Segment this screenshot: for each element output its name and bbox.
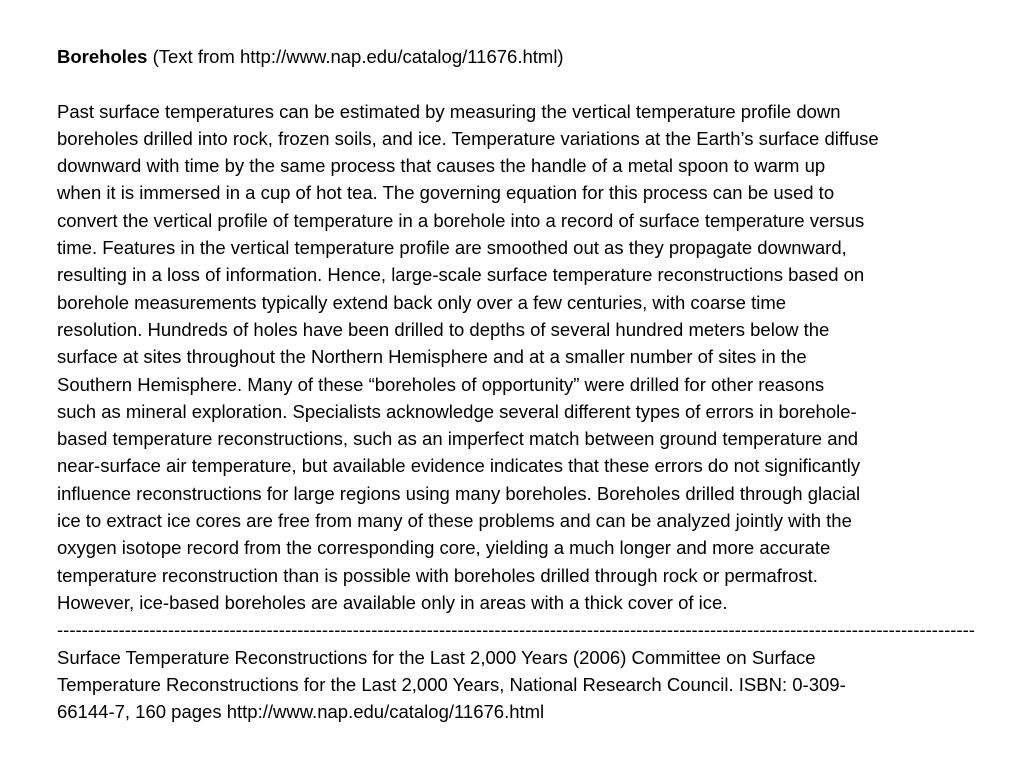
title-bold: Boreholes <box>57 46 148 67</box>
body-line: surface at sites throughout the Northern Hemisphere and at a smaller number of sites in the <box>57 346 807 368</box>
body-line: However, ice-based boreholes are available only in areas with a thick cover of ice. <box>57 591 728 613</box>
body-line: time. Features in the vertical temperature profile are smoothed out as they propagate downward, <box>57 237 847 259</box>
body-line: temperature reconstruction than is possible with boreholes drilled through rock or permafrost. <box>57 564 818 586</box>
slide-title <box>57 43 564 70</box>
body-line: oxygen isotope record from the corresponding core, yielding a much longer and more accurate <box>57 537 831 559</box>
body-line: ice to extract ice cores are free from many of these problems and can be analyzed jointly with the <box>57 510 852 532</box>
body-line: resulting in a loss of information. Hence, large-scale surface temperature reconstructions based on <box>57 264 865 286</box>
citation-line: Temperature Reconstructions for the Last 2,000 Years, National Research Council. ISBN: 0-309- <box>57 673 846 695</box>
title-source: (Text from http://www.nap.edu/catalog/11676.html) <box>147 46 564 67</box>
body-line: Southern Hemisphere. Many of these “boreholes of opportunity” were drilled for other reasons <box>57 373 825 395</box>
body-line: such as mineral exploration. Specialists acknowledge several different types of errors in borehole- <box>57 400 857 422</box>
body-line: when it is immersed in a cup of hot tea. The governing equation for this process can be used to <box>57 182 835 204</box>
body-line: boreholes drilled into rock, frozen soils, and ice. Temperature variations at the Earth’s surface diffuse <box>57 127 879 149</box>
slide-text-block <box>57 43 982 725</box>
body-line: near-surface air temperature, but available evidence indicates that these errors do not significantly <box>57 455 861 477</box>
body-line: Past surface temperatures can be estimated by measuring the vertical temperature profile down <box>57 100 841 122</box>
body-line: resolution. Hundreds of holes have been drilled to depths of several hundred meters below the <box>57 318 830 340</box>
body-line: downward with time by the same process that causes the handle of a metal spoon to warm up <box>57 155 826 177</box>
body-line: convert the vertical profile of temperature in a borehole into a record of surface temperature versus <box>57 209 865 231</box>
body-line: borehole measurements typically extend back only over a few centuries, with coarse time <box>57 291 787 313</box>
separator-line: ----------------------------------------------------------------------------------------------------------------------------------------------------- <box>57 619 975 641</box>
body-line: based temperature reconstructions, such as an imperfect match between ground temperature and <box>57 428 859 450</box>
blank-line <box>57 70 982 97</box>
body-line: influence reconstructions for large regions using many boreholes. Boreholes drilled through glacial <box>57 482 861 504</box>
citation-line: Surface Temperature Reconstructions for the Last 2,000 Years (2006) Committee on Surface <box>57 646 816 668</box>
citation-line: 66144-7, 160 pages http://www.nap.edu/catalog/11676.html <box>57 701 545 723</box>
